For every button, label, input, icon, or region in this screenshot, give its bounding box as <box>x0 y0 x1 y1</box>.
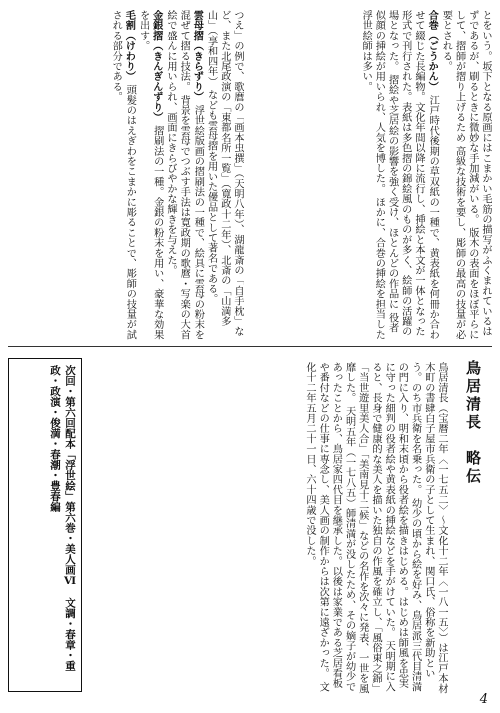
glossary-text: 背景を雲母でつぶす手法は寛政期の歌麿・写楽の大首絵で盛んに用いられ、画面にきらびやかな輝きを与えた。 <box>164 10 190 340</box>
glossary-term-kinginzuri: 金銀摺（きんぎんずり） <box>150 10 163 123</box>
biography-paragraph: 幼少の頃から絵を好み、鳥居派三代目清満の門に入り、明和末頃から役者絵を描きはじめる。はじめは師風を忠実に守った細判の役者絵や黄表紙の挿絵などを手がけていた。 <box>383 362 421 692</box>
glossary-text: 浮世絵版画の摺刷法の一種で、絵具に雲母の粉末を混ぜて摺る技法。 <box>178 10 204 340</box>
glossary-text: つえ」の例で、歌麿の「画本虫撰」（天明八年）、湖龍斎の「自手枕」など、また北尾政演の「東都名所一覧」（寛政十二年）、北斎の「山満多山」（享和四年） <box>205 10 243 337</box>
page-number: 4 <box>479 692 488 707</box>
biography-paragraph: 鳥居清長（宝暦二年〈一七五二〉〜文化十二年〈一八一五〉）は江戸本材木町の書肆白子屋市兵衛の子として生まれ、関口氏、俗称を新助という。のち市兵衛を名乗った。 <box>409 362 447 694</box>
glossary-term-gokan: 合巻（ごうかん） <box>426 10 439 92</box>
next-issue-box <box>8 358 82 692</box>
glossary-term-kewari: 毛割（けわり） <box>123 10 136 82</box>
glossary-term-kirazuri: 雲母摺（きらずり） <box>191 10 204 102</box>
glossary-right-block <box>260 10 492 340</box>
biography-paragraph: 天明期に入ると、長身で健康的な美人を描いた独自の作風を確立し、「風俗東之錦」「当世遊里美人合」「美南見十二候」などの名作を次々に発表、一世を風靡した。 <box>343 362 395 694</box>
glossary-text: なども雲母摺を用いた優品として著名である。 <box>205 89 217 304</box>
biography-body <box>102 362 448 698</box>
glossary-text: 版木の表面をほぼ平らにして、摺師が摺り上げるため <box>453 10 478 340</box>
glossary-text: 摺刷法の一種。金銀の粉末を用い、豪華な効果を出す。 <box>137 10 163 340</box>
glossary-text: 高級な技術を要し、彫師の最高の技量が必要とされる。 <box>440 10 465 340</box>
next-issue-text: 次回・第六回配本「浮世絵」第六巻・美人画Ⅵ 文調・春章・重政・政演・俊満・春潮・豊春編 <box>49 365 76 671</box>
section-divider <box>8 346 492 347</box>
glossary-text: 江戸時代後期の草双紙の一種で、黄表紙を何冊か合わせて綴じた長編物。文化年間以降に流行し、挿絵と本文が一体となった形式で刊行された。表紙は多色摺の錦絵風のものが多く、絵師の活躍の場となった。 <box>386 10 439 340</box>
biography-paragraph: 文化十二年五月二十一日、六十四歳で没した。 <box>303 362 329 692</box>
glossary-text: 役者似顔の挿絵が用いられ、人気を博した。 <box>373 10 398 333</box>
glossary-left-block <box>8 10 244 340</box>
glossary-text: ほかに、合巻の挿絵を担当した浮世絵師は多い。 <box>360 10 385 340</box>
glossary-text: 摺絵や芝居絵の影響を強く受け、ほとんどの作品に <box>386 74 398 310</box>
glossary-text: とをいう。坂下となる原画にはこまかい毛筋の描写がふくまれているはずであるが、刷るときに微妙な手加減がいる。 <box>466 10 491 337</box>
biography-paragraph: 天明五年（一七八五）師清満が没したため、その嫡子が幼少であったことから、鳥居家四代目を継承した。以後は家業である芝居看板や番付などの仕事に専念し、美人画の制作からは次第に遠ざかった。 <box>317 362 355 692</box>
biography-title: 鳥居清長 略伝 <box>464 360 482 486</box>
glossary-text: 頭髪のはえぎわをこまかに彫ることで、彫師の技量が試される部分である。 <box>110 10 136 340</box>
